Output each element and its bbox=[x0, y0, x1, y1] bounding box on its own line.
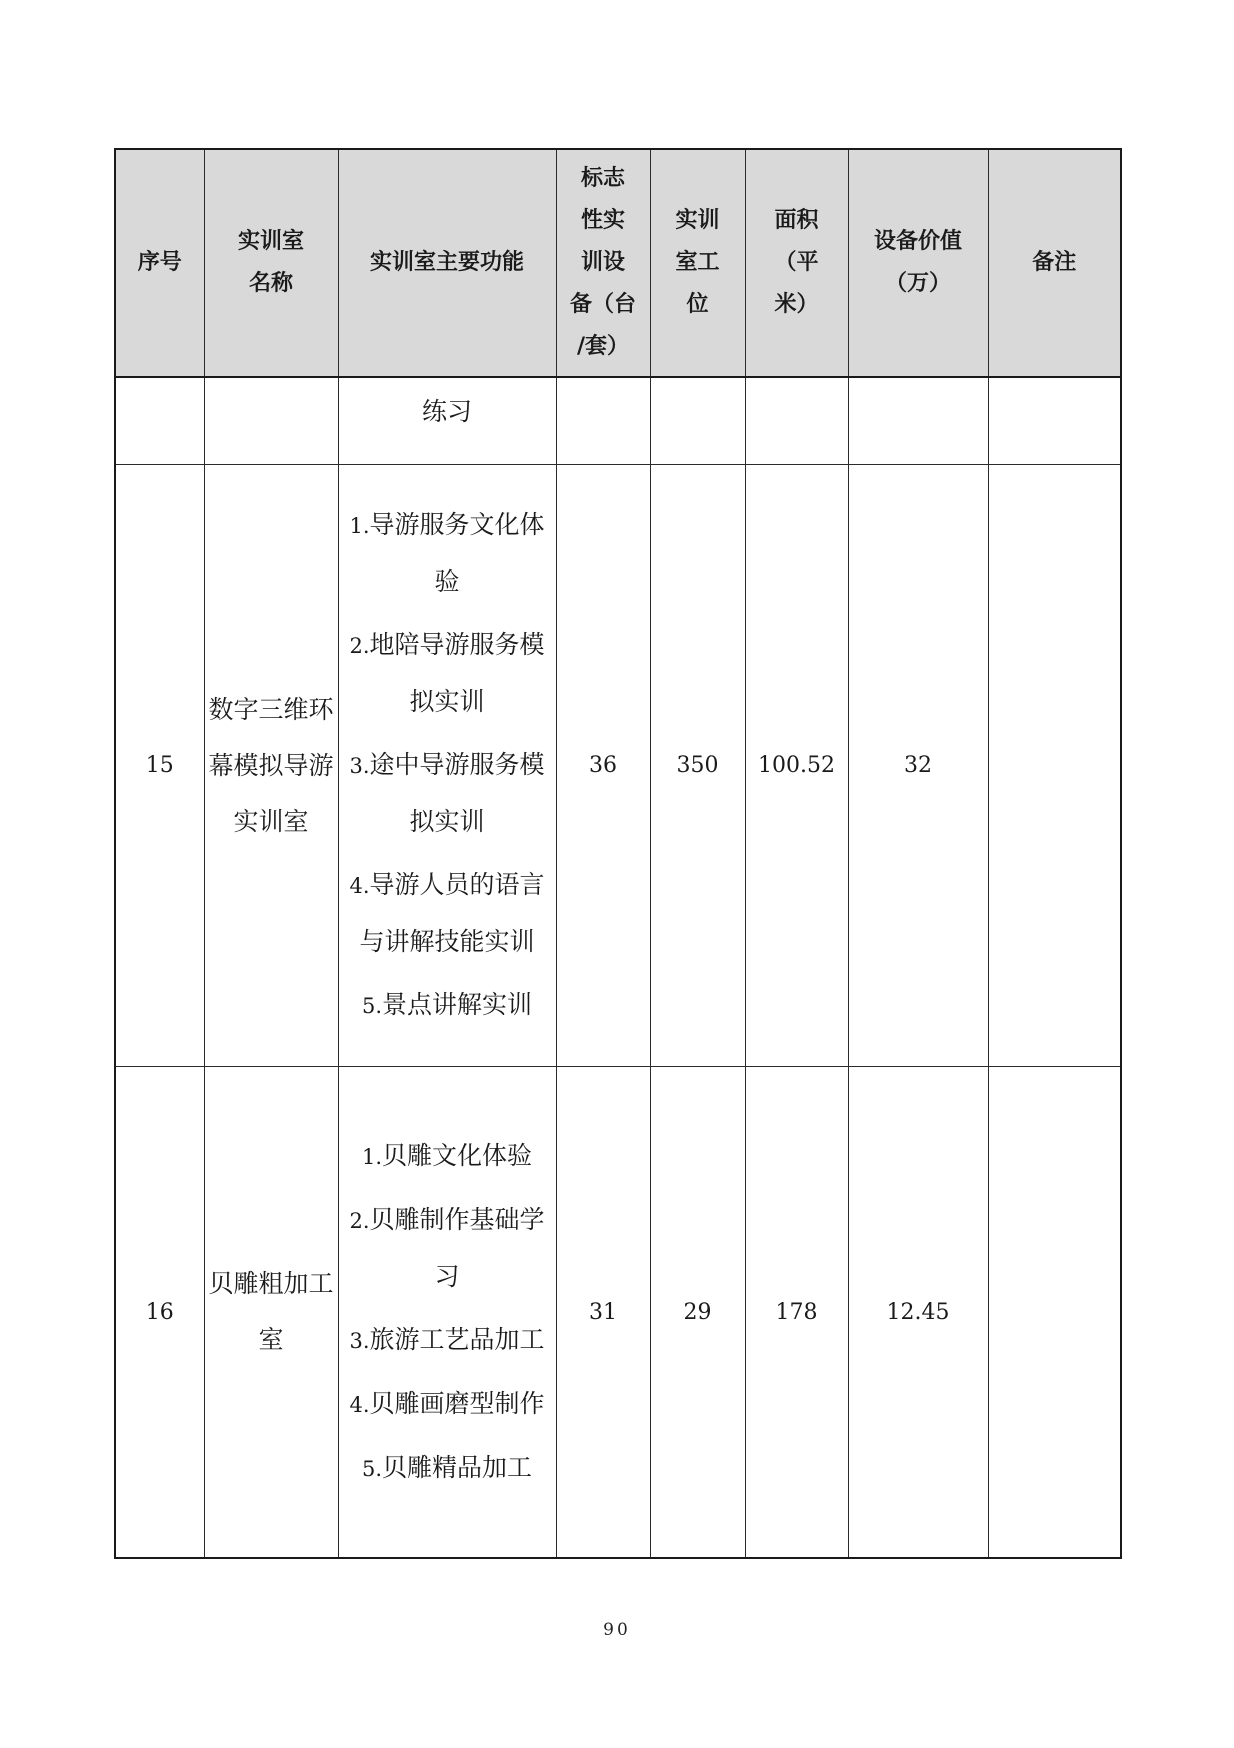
cell-equipment: 36 bbox=[556, 465, 650, 1067]
cell-equipment bbox=[556, 377, 650, 465]
cell-stations bbox=[650, 377, 745, 465]
table-row bbox=[115, 1067, 1121, 1559]
cell-equipment: 31 bbox=[556, 1067, 650, 1559]
header-cell-remark: 备注 bbox=[988, 149, 1121, 377]
cell-name bbox=[204, 377, 338, 465]
cell-name: 数字三维环幕模拟导游实训室 bbox=[204, 465, 338, 1067]
cell-area bbox=[745, 377, 848, 465]
cell-value: 12.45 bbox=[848, 1067, 988, 1559]
table-row-continuation bbox=[115, 377, 1121, 465]
cell-functions: 练习 bbox=[338, 377, 556, 465]
function-item: 5.贝雕精品加工 bbox=[361, 1452, 533, 1482]
cell-value bbox=[848, 377, 988, 465]
header-cell-name: 实训室 名称 bbox=[204, 149, 338, 377]
cell-functions bbox=[338, 1067, 556, 1559]
cell-remark bbox=[988, 1067, 1121, 1559]
function-item: 2.贝雕制作基础学习 bbox=[349, 1204, 545, 1291]
function-list bbox=[339, 497, 556, 1034]
cell-no: 15 bbox=[115, 465, 204, 1067]
function-item: 5.景点讲解实训 bbox=[361, 990, 533, 1019]
cell-value: 32 bbox=[848, 465, 988, 1067]
function-item: 2.地陪导游服务模拟实训 bbox=[349, 630, 545, 716]
cell-no bbox=[115, 377, 204, 465]
function-item: 1.导游服务文化体验 bbox=[349, 510, 545, 596]
cell-stations: 350 bbox=[650, 465, 745, 1067]
function-item: 3.途中导游服务模拟实训 bbox=[349, 750, 545, 836]
function-list bbox=[339, 1128, 556, 1497]
cell-remark bbox=[988, 377, 1121, 465]
table-header-row bbox=[115, 149, 1121, 377]
header-cell-area: 面积 （平 米） bbox=[745, 149, 848, 377]
function-item: 3.旅游工艺品加工 bbox=[349, 1324, 545, 1354]
function-item: 4.贝雕画磨型制作 bbox=[349, 1388, 545, 1418]
table-row bbox=[115, 465, 1121, 1067]
function-item: 4.导游人员的语言与讲解技能实训 bbox=[349, 870, 545, 956]
cell-area: 178 bbox=[745, 1067, 848, 1559]
header-cell-no: 序号 bbox=[115, 149, 204, 377]
header-cell-value: 设备价值 （万） bbox=[848, 149, 988, 377]
cell-remark bbox=[988, 465, 1121, 1067]
cell-stations: 29 bbox=[650, 1067, 745, 1559]
cell-functions bbox=[338, 465, 556, 1067]
header-cell-functions: 实训室主要功能 bbox=[338, 149, 556, 377]
cell-name: 贝雕粗加工室 bbox=[204, 1067, 338, 1559]
header-cell-stations: 实训 室工 位 bbox=[650, 149, 745, 377]
page-number: 90 bbox=[603, 1620, 631, 1640]
function-item: 1.贝雕文化体验 bbox=[361, 1140, 533, 1170]
cell-area: 100.52 bbox=[745, 465, 848, 1067]
training-room-table bbox=[114, 148, 1122, 1559]
header-cell-equipment: 标志 性实 训设 备（台 /套） bbox=[556, 149, 650, 377]
cell-no: 16 bbox=[115, 1067, 204, 1559]
